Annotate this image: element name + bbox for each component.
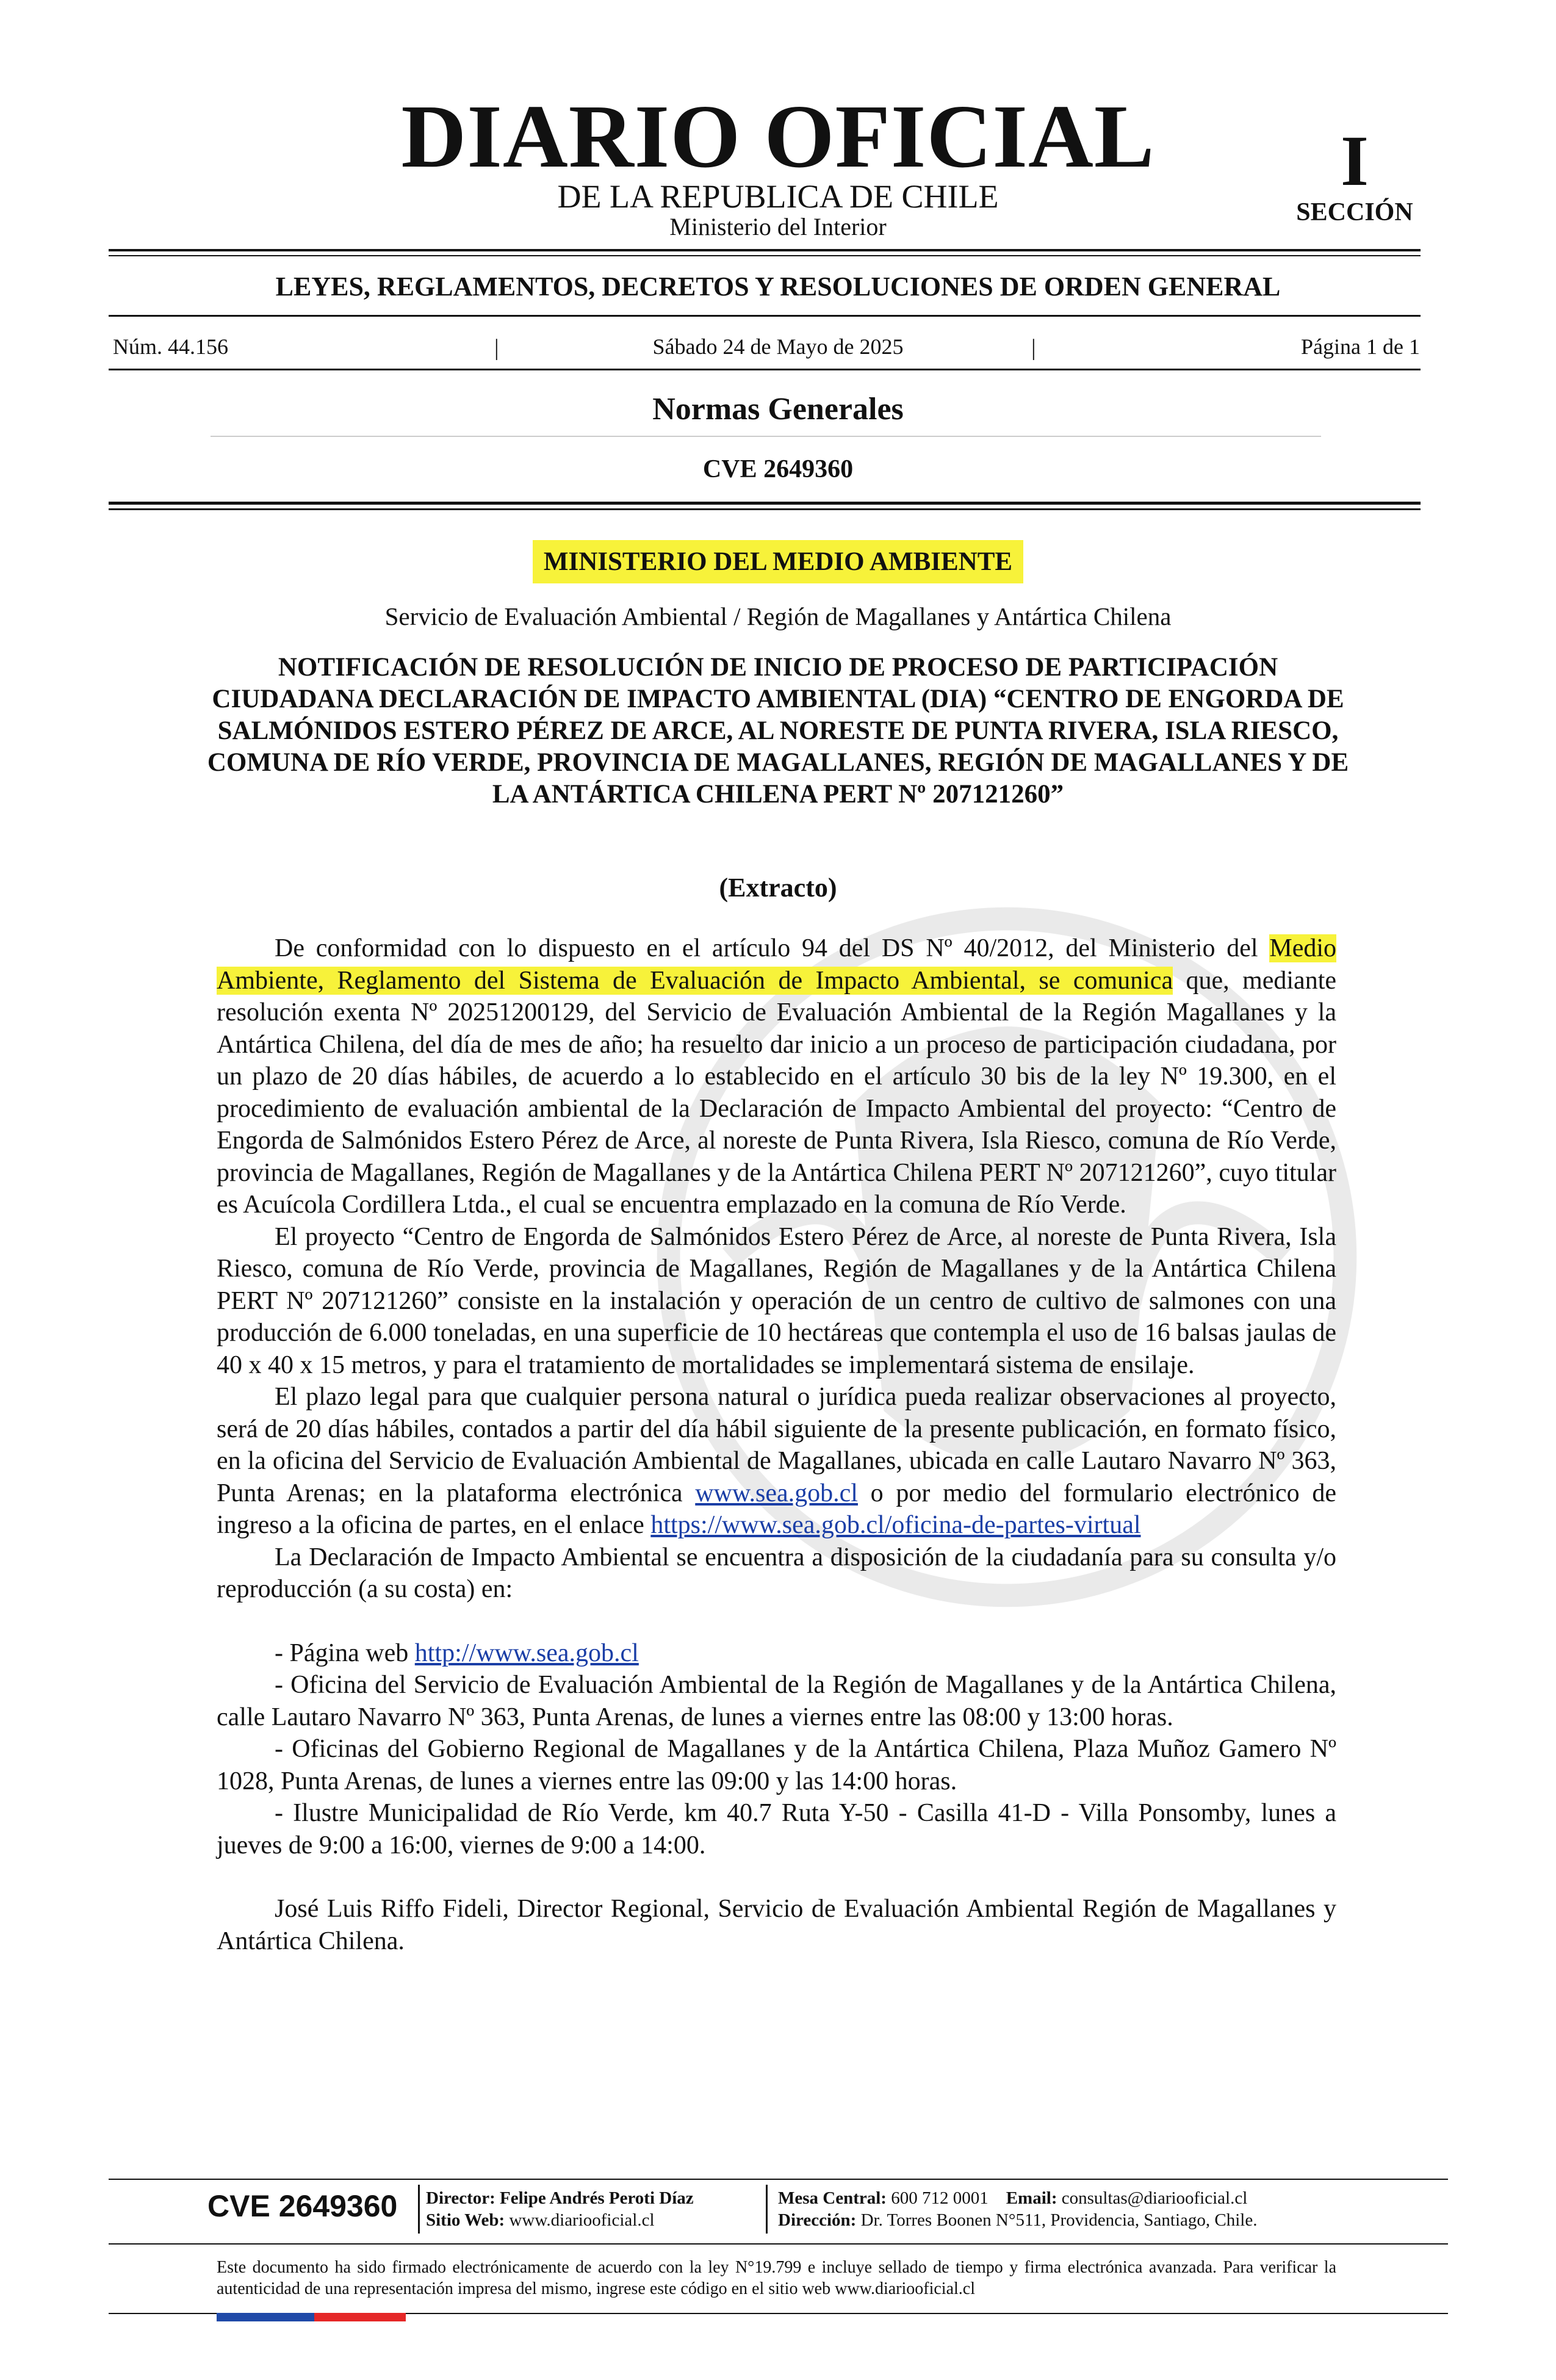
email-address: consultas@diariooficial.cl <box>1061 2188 1248 2208</box>
director-name: Felipe Andrés Peroti Díaz <box>500 2188 694 2208</box>
paragraph-text: o por medio del formulario electrónico de ingreso a la oficina de partes, en el enlace <box>217 1479 1336 1539</box>
newspaper-subtitle: DE LA REPUBLICA DE CHILE <box>557 178 999 215</box>
ministry-highlight: MINISTERIO DEL MEDIO AMBIENTE <box>533 540 1023 583</box>
header-rule-lower <box>109 369 1421 370</box>
header-rule-bottom-thin <box>109 508 1421 510</box>
site-url: www.diariooficial.cl <box>509 2210 655 2230</box>
footer-director-block <box>426 2187 694 2231</box>
sea-homepage-link[interactable]: http://www.sea.gob.cl <box>414 1639 639 1667</box>
category-heading: LEYES, REGLAMENTOS, DECRETOS Y RESOLUCIONES DE ORDEN GENERAL <box>275 272 1281 301</box>
footer-divider <box>766 2185 768 2234</box>
extract-label: (Extracto) <box>719 873 837 903</box>
section-label: SECCIÓN <box>1296 198 1413 226</box>
header-rule-top <box>109 249 1421 251</box>
service-line: Servicio de Evaluación Ambiental / Región de Magallanes y Antártica Chilena <box>384 602 1172 630</box>
phone-label: Mesa Central: <box>778 2188 887 2208</box>
body-text <box>217 932 1336 1957</box>
signature: José Luis Riffo Fideli, Director Regional, Servicio de Evaluación Ambiental Región de Magallanes y Antártica Chilena. <box>217 1895 1336 1955</box>
paragraph-text: De conformidad con lo dispuesto en el artículo 94 del DS Nº 40/2012, del Ministerio del <box>275 934 1270 962</box>
virtual-office-link[interactable]: https://www.sea.gob.cl/oficina-de-partes-virtual <box>650 1511 1141 1539</box>
separator: | <box>1031 335 1036 361</box>
footer-divider <box>418 2185 420 2234</box>
newspaper-title: DIARIO OFICIAL <box>401 87 1155 187</box>
phone-number: 600 712 0001 <box>891 2188 989 2208</box>
address-text: Dr. Torres Boonen N°511, Providencia, Santiago, Chile. <box>860 2210 1258 2230</box>
list-item <box>217 1637 1336 1670</box>
list-item: - Oficinas del Gobierno Regional de Magallanes y de la Antártica Chilena, Plaza Muñoz Gamero Nº 1028, Punta Arenas, de lunes a viernes entre las 09:00 y las 14:00 horas. <box>217 1735 1336 1795</box>
site-label: Sitio Web: <box>426 2210 505 2230</box>
footer-legal-notice: Este documento ha sido firmado electrónicamente de acuerdo con la ley N°19.799 e incluye sellado de tiempo y firma electrónica avanzada. Para verificar la autenticidad de una representación impresa del mismo, ingrese este código en el sitio web www.diariooficial.cl <box>217 2258 1336 2298</box>
flag-stripe-blue <box>217 2313 314 2321</box>
footer-cve-code: CVE 2649360 <box>207 2189 398 2223</box>
list-item: - Oficina del Servicio de Evaluación Ambiental de la Región de Magallanes y de la Antártica Chilena, calle Lautaro Navarro Nº 363, Punta Arenas, de lunes a viernes entre las 08:00 y 13:00 horas. <box>217 1671 1336 1731</box>
notification-title: NOTIFICACIÓN DE RESOLUCIÓN DE INICIO DE PROCESO DE PARTICIPACIÓN CIUDADANA DECLARACIÓN DE IMPACTO AMBIENTAL (DIA) “CENTRO DE ENGORDA DE SALMÓNIDOS ESTERO PÉREZ DE ARCE, AL NORESTE DE PUNTA RIVERA, ISLA RIESCO, COMUNA DE RÍO VERDE, PROVINCIA DE MAGALLANES, REGIÓN DE MAGALLANES Y DE LA ANTÁRTICA CHILENA PERT Nº 207121260” <box>207 653 1349 809</box>
address-label: Dirección: <box>778 2210 857 2230</box>
paragraph-text: El plazo legal para que cualquier persona natural o jurídica pueda realizar observaciones al proyecto, será de 20 días hábiles, contados a partir del día hábil siguiente de la presente publicación, en formato físico, en la oficina del Servicio de Evaluación Ambiental de Magallanes, ubicada en calle Lautaro Navarro Nº 363, Punta Arenas; en la plataforma electrónica <box>217 1383 1336 1507</box>
cve-code: CVE 2649360 <box>702 455 854 483</box>
sea-website-link[interactable]: www.sea.gob.cl <box>695 1479 858 1507</box>
section-divider <box>211 436 1321 437</box>
director-label: Director: <box>426 2188 495 2208</box>
paragraph-text: que, mediante resolución exenta Nº 20251200129, del Servicio de Evaluación Ambiental de la Región Magallanes y la Antártica Chilena, del día de mes de año; ha resuelto dar inicio a un proceso de participación ciudadana, por un plazo de 20 días hábiles, de acuerdo a lo establecido en el artículo 30 bis de la ley Nº 19.300, en el procedimiento de evaluación ambiental de la Declaración de Impacto Ambiental del proyecto: “Centro de Engorda de Salmónidos Estero Pérez de Arce, al noreste de Punta Rivera, Isla Riesco, comuna de Río Verde, provincia de Magallanes, Región de Magallanes y de la Antártica Chilena PERT Nº 207121260”, cuyo titular es Acuícola Cordillera Ltda., el cual se encuentra emplazado en la comuna de Río Verde. <box>217 966 1337 1219</box>
separator: | <box>494 335 499 361</box>
highlighted-text: Medio Ambiente, Reglamento del Sistema de Evaluación de Impacto Ambiental, se comunica <box>217 934 1336 995</box>
list-item-text: - Página web <box>275 1639 415 1667</box>
header-rule-mid <box>109 315 1421 317</box>
footer-rule-top <box>109 2179 1448 2180</box>
email-label: Email: <box>1006 2188 1057 2208</box>
section-title: Normas Generales <box>652 392 904 427</box>
section-number: I <box>1341 121 1369 201</box>
issue-number: Núm. 44.156 <box>113 334 228 359</box>
paragraph <box>217 932 1336 1221</box>
footer-contact-block <box>778 2187 1257 2231</box>
flag-stripe-red <box>314 2313 406 2321</box>
header-rule-bottom <box>109 502 1421 505</box>
list-item: - Ilustre Municipalidad de Río Verde, km 40.7 Ruta Y-50 - Casilla 41-D - Villa Ponsomby, lunes a jueves de 9:00 a 16:00, viernes de 9:00 a 14:00. <box>217 1799 1336 1859</box>
page-number: Página 1 de 1 <box>1301 334 1420 359</box>
issue-date: Sábado 24 de Mayo de 2025 <box>652 334 904 359</box>
paragraph <box>217 1381 1336 1542</box>
paragraph: El proyecto “Centro de Engorda de Salmónidos Estero Pérez de Arce, al noreste de Punta Rivera, Isla Riesco, comuna de Río Verde, provincia de Magallanes, Región de Magallanes y de la Antártica Chilena PERT Nº 207121260” consiste en la instalación y operación de un centro de cultivo de salmones con una producción de 6.000 toneladas, en una superficie de 10 hectáreas que contempla el uso de 16 balsas jaulas de 40 x 40 x 15 metros, y para el tratamiento de mortalidades se implementará sistema de ensilaje. <box>217 1222 1336 1379</box>
footer-rule-mid <box>109 2243 1448 2245</box>
paragraph: La Declaración de Impacto Ambiental se encuentra a disposición de la ciudadanía para su consulta y/o reproducción (a su costa) en: <box>217 1543 1336 1603</box>
issuing-ministry: Ministerio del Interior <box>669 213 887 240</box>
header-rule-top-thin <box>109 255 1421 256</box>
